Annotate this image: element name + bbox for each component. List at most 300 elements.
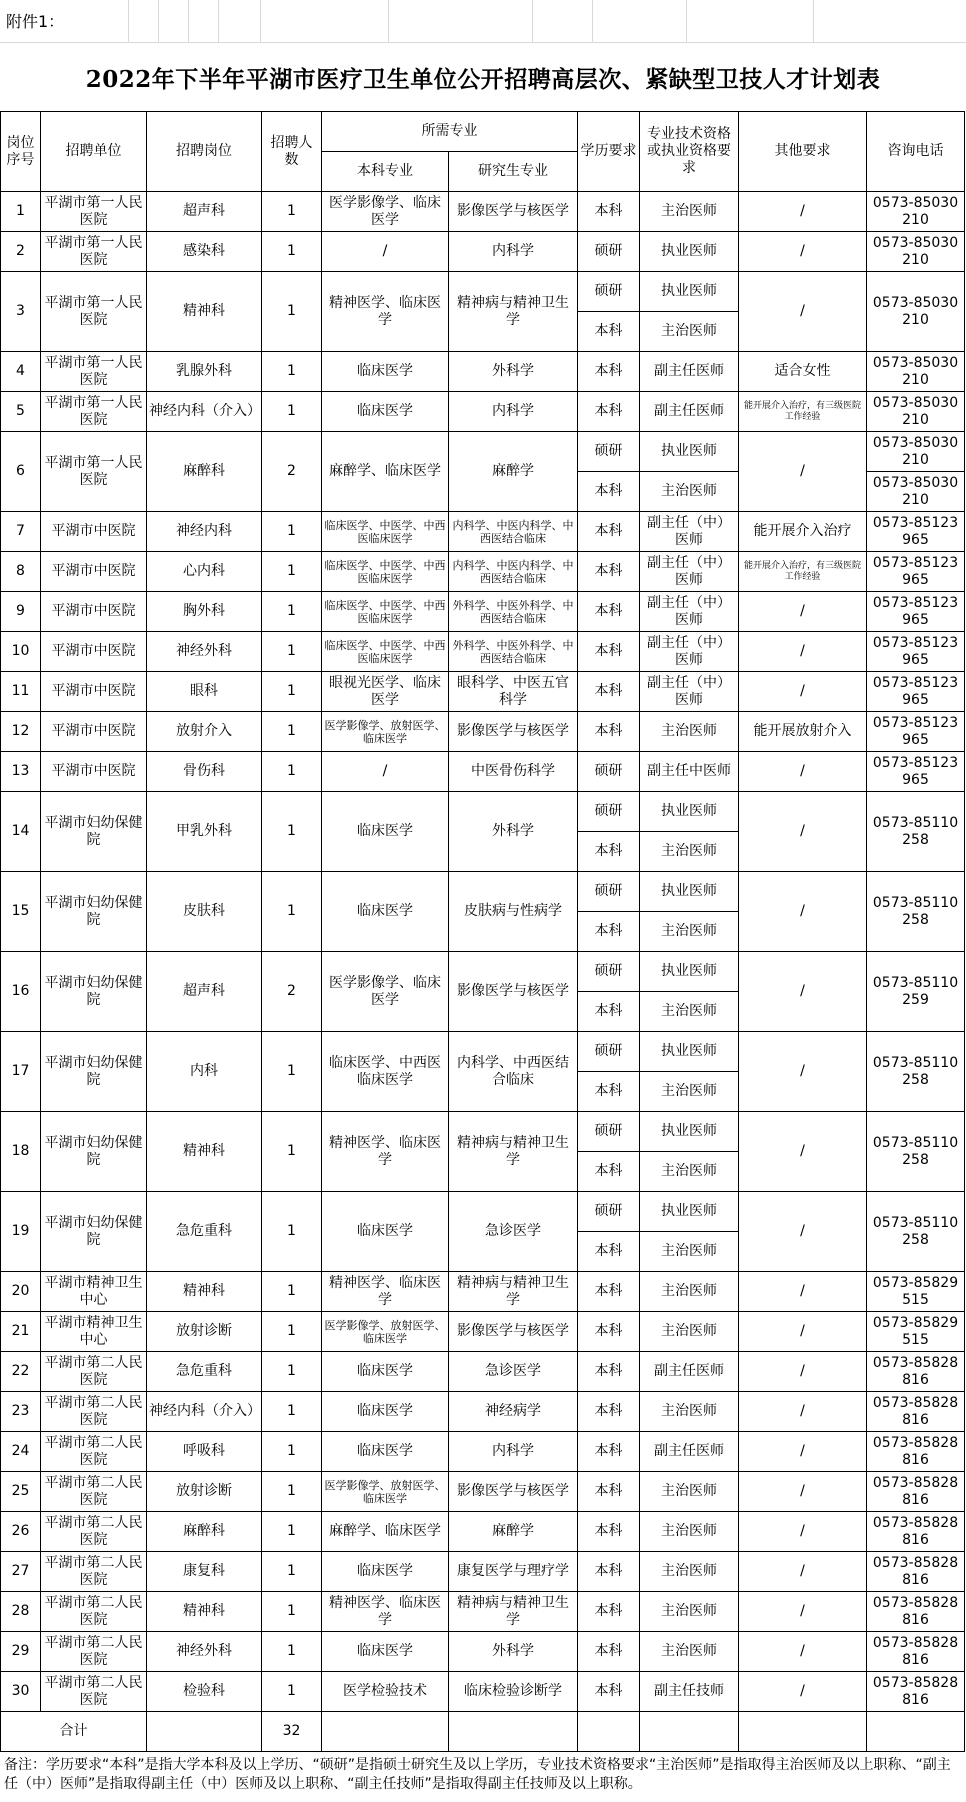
cell-grad: 麻醉学 (449, 1512, 578, 1552)
table-row (1, 672, 965, 712)
cell-other: / (739, 1552, 867, 1592)
cell-qual: 执业医师 (640, 272, 739, 312)
cell-edu: 本科 (578, 192, 640, 232)
cell-other: / (739, 1472, 867, 1512)
header-unit: 招聘单位 (41, 112, 147, 192)
total-label: 合计 (1, 1712, 147, 1752)
cell-unit: 平湖市第一人民医院 (41, 232, 147, 272)
cell-phone: 0573-85828816 (867, 1392, 965, 1432)
cell-seq: 13 (1, 752, 41, 792)
cell-edu: 本科 (578, 912, 640, 952)
cell-other: / (739, 432, 867, 512)
cell-position: 内科 (147, 1032, 262, 1112)
cell-qual: 主治医师 (640, 1592, 739, 1632)
cell-phone: 0573-85110258 (867, 792, 965, 872)
cell-seq: 21 (1, 1312, 41, 1352)
cell-count: 1 (262, 1672, 322, 1712)
cell-other: / (739, 1672, 867, 1712)
cell-other: / (739, 872, 867, 952)
cell-seq: 23 (1, 1392, 41, 1432)
cell-seq: 19 (1, 1192, 41, 1272)
cell-phone: 0573-85828816 (867, 1592, 965, 1632)
cell-phone: 0573-85030210 (867, 472, 965, 512)
cell-grad: 麻醉学 (449, 432, 578, 512)
cell-unit: 平湖市第二人民医院 (41, 1552, 147, 1592)
cell-position: 麻醉科 (147, 432, 262, 512)
cell-unit: 平湖市精神卫生中心 (41, 1312, 147, 1352)
total-empty (449, 1712, 578, 1752)
cell-qual: 副主任医师 (640, 1352, 739, 1392)
cell-edu: 本科 (578, 672, 640, 712)
cell-edu: 硕研 (578, 752, 640, 792)
cell-phone: 0573-85829515 (867, 1272, 965, 1312)
cell-count: 1 (262, 1312, 322, 1352)
cell-other: 适合女性 (739, 352, 867, 392)
cell-qual: 副主任医师 (640, 1432, 739, 1472)
grid-cell (218, 0, 260, 43)
cell-phone: 0573-85123965 (867, 592, 965, 632)
cell-qual: 主治医师 (640, 1552, 739, 1592)
cell-seq: 17 (1, 1032, 41, 1112)
cell-qual: 副主任（中）医师 (640, 592, 739, 632)
cell-position: 放射介入 (147, 712, 262, 752)
cell-seq: 14 (1, 792, 41, 872)
cell-phone: 0573-85110259 (867, 952, 965, 1032)
cell-qual: 执业医师 (640, 432, 739, 472)
cell-position: 急危重科 (147, 1192, 262, 1272)
cell-other: / (739, 632, 867, 672)
cell-qual: 副主任医师 (640, 352, 739, 392)
cell-grad: 精神病与精神卫生学 (449, 1112, 578, 1192)
cell-grad: 精神病与精神卫生学 (449, 272, 578, 352)
cell-qual: 主治医师 (640, 1312, 739, 1352)
cell-other: / (739, 592, 867, 632)
cell-qual: 主治医师 (640, 1272, 739, 1312)
cell-unit: 平湖市中医院 (41, 672, 147, 712)
table-row (1, 1032, 965, 1072)
cell-edu: 本科 (578, 1312, 640, 1352)
cell-undergrad: 医学影像学、临床医学 (322, 952, 449, 1032)
cell-undergrad: 精神医学、临床医学 (322, 1592, 449, 1632)
cell-position: 放射诊断 (147, 1472, 262, 1512)
cell-qual: 主治医师 (640, 312, 739, 352)
cell-phone: 0573-85828816 (867, 1552, 965, 1592)
cell-edu: 本科 (578, 1232, 640, 1272)
cell-phone: 0573-85123965 (867, 752, 965, 792)
cell-edu: 本科 (578, 992, 640, 1032)
cell-grad: 外科学 (449, 352, 578, 392)
page-title: 2022年下半年平湖市医疗卫生单位公开招聘高层次、紧缺型卫技人才计划表 (85, 65, 881, 93)
cell-seq: 20 (1, 1272, 41, 1312)
cell-qual: 副主任技师 (640, 1672, 739, 1712)
cell-grad: 急诊医学 (449, 1192, 578, 1272)
cell-other: / (739, 1352, 867, 1392)
table-row (1, 632, 965, 672)
cell-phone: 0573-85030210 (867, 192, 965, 232)
cell-count: 1 (262, 632, 322, 672)
cell-qual: 主治医师 (640, 1072, 739, 1112)
cell-seq: 8 (1, 552, 41, 592)
cell-count: 1 (262, 1472, 322, 1512)
cell-other: / (739, 792, 867, 872)
cell-count: 2 (262, 432, 322, 512)
cell-position: 麻醉科 (147, 1512, 262, 1552)
cell-position: 超声科 (147, 952, 262, 1032)
cell-other: / (739, 232, 867, 272)
table-row (1, 1432, 965, 1472)
cell-unit: 平湖市中医院 (41, 752, 147, 792)
cell-edu: 本科 (578, 1152, 640, 1192)
cell-position: 超声科 (147, 192, 262, 232)
table-row (1, 1352, 965, 1392)
cell-phone: 0573-85828816 (867, 1512, 965, 1552)
cell-other: 能开展介入治疗，有三级医院工作经验 (739, 552, 867, 592)
cell-grad: 精神病与精神卫生学 (449, 1272, 578, 1312)
cell-count: 1 (262, 512, 322, 552)
cell-count: 1 (262, 1552, 322, 1592)
cell-qual: 主治医师 (640, 1152, 739, 1192)
table-row (1, 192, 965, 232)
cell-grad: 神经病学 (449, 1392, 578, 1432)
cell-seq: 2 (1, 232, 41, 272)
cell-qual: 副主任（中）医师 (640, 512, 739, 552)
cell-seq: 24 (1, 1432, 41, 1472)
cell-count: 1 (262, 1432, 322, 1472)
cell-other: 能开展放射介入 (739, 712, 867, 752)
cell-count: 1 (262, 1032, 322, 1112)
cell-unit: 平湖市第一人民医院 (41, 432, 147, 512)
cell-count: 1 (262, 232, 322, 272)
cell-undergrad: 临床医学 (322, 1352, 449, 1392)
cell-count: 1 (262, 1632, 322, 1672)
cell-grad: 精神病与精神卫生学 (449, 1592, 578, 1632)
cell-edu: 本科 (578, 352, 640, 392)
cell-other: / (739, 1432, 867, 1472)
cell-edu: 硕研 (578, 1192, 640, 1232)
cell-phone: 0573-85828816 (867, 1352, 965, 1392)
cell-qual: 执业医师 (640, 872, 739, 912)
cell-unit: 平湖市第二人民医院 (41, 1672, 147, 1712)
total-row (1, 1712, 965, 1752)
cell-grad: 眼科学、中医五官科学 (449, 672, 578, 712)
cell-unit: 平湖市第一人民医院 (41, 272, 147, 352)
cell-phone: 0573-85828816 (867, 1472, 965, 1512)
cell-count: 1 (262, 192, 322, 232)
cell-qual: 主治医师 (640, 1232, 739, 1272)
cell-edu: 本科 (578, 712, 640, 752)
table-row (1, 1392, 965, 1432)
recruitment-table (0, 111, 965, 1752)
footnote: 备注：学历要求“本科”是指大学本科及以上学历、“硕研”是指硕士研究生及以上学历，专业技术资格要求“主治医师”是指取得主治医师及以上职称、“副主任（中）医师”是指取得副主任（中）医师及以上职称、“副主任技师”是指取得副主任技师及以上职称。 (4, 1757, 951, 1792)
cell-qual: 执业医师 (640, 1032, 739, 1072)
total-empty (739, 1712, 867, 1752)
table-row (1, 1672, 965, 1712)
cell-position: 检验科 (147, 1672, 262, 1712)
table-row (1, 352, 965, 392)
cell-unit: 平湖市妇幼保健院 (41, 1112, 147, 1192)
grid-cell (128, 0, 158, 43)
cell-count: 1 (262, 592, 322, 632)
cell-count: 2 (262, 952, 322, 1032)
cell-qual: 主治医师 (640, 912, 739, 952)
cell-undergrad: 麻醉学、临床医学 (322, 1512, 449, 1552)
cell-phone: 0573-85110258 (867, 1192, 965, 1272)
cell-unit: 平湖市妇幼保健院 (41, 1032, 147, 1112)
cell-other: / (739, 1112, 867, 1192)
cell-seq: 4 (1, 352, 41, 392)
grid-cell (188, 0, 218, 43)
cell-unit: 平湖市第二人民医院 (41, 1352, 147, 1392)
table-row (1, 392, 965, 432)
cell-other: / (739, 1032, 867, 1112)
total-empty (640, 1712, 739, 1752)
cell-other: / (739, 192, 867, 232)
cell-seq: 15 (1, 872, 41, 952)
cell-seq: 3 (1, 272, 41, 352)
cell-other: / (739, 1192, 867, 1272)
grid-cell (532, 0, 592, 43)
table-row (1, 1592, 965, 1632)
cell-edu: 本科 (578, 1512, 640, 1552)
cell-position: 神经内科（介入） (147, 392, 262, 432)
cell-seq: 7 (1, 512, 41, 552)
cell-phone: 0573-85123965 (867, 552, 965, 592)
table-row (1, 1312, 965, 1352)
cell-position: 呼吸科 (147, 1432, 262, 1472)
cell-undergrad: 临床医学 (322, 1632, 449, 1672)
cell-phone: 0573-85123965 (867, 672, 965, 712)
cell-qual: 主治医师 (640, 1632, 739, 1672)
cell-edu: 硕研 (578, 792, 640, 832)
cell-edu: 本科 (578, 312, 640, 352)
cell-unit: 平湖市中医院 (41, 552, 147, 592)
table-row (1, 1472, 965, 1512)
cell-grad: 内科学 (449, 392, 578, 432)
cell-position: 神经外科 (147, 632, 262, 672)
cell-other: / (739, 1512, 867, 1552)
grid-cell (592, 0, 686, 43)
cell-position: 放射诊断 (147, 1312, 262, 1352)
grid-cell (260, 0, 388, 43)
cell-qual: 执业医师 (640, 232, 739, 272)
cell-edu: 本科 (578, 1352, 640, 1392)
cell-unit: 平湖市中医院 (41, 512, 147, 552)
header-seq: 岗位序号 (1, 112, 41, 192)
cell-position: 神经外科 (147, 1632, 262, 1672)
cell-undergrad: 临床医学 (322, 392, 449, 432)
cell-count: 1 (262, 1592, 322, 1632)
cell-edu: 本科 (578, 832, 640, 872)
cell-edu: 本科 (578, 1432, 640, 1472)
cell-qual: 主治医师 (640, 1392, 739, 1432)
cell-other: 能开展介入治疗，有三级医院工作经验 (739, 392, 867, 432)
cell-count: 1 (262, 672, 322, 712)
table-row (1, 712, 965, 752)
cell-unit: 平湖市第二人民医院 (41, 1392, 147, 1432)
cell-edu: 本科 (578, 1632, 640, 1672)
table-row (1, 952, 965, 992)
cell-unit: 平湖市中医院 (41, 712, 147, 752)
header-edu: 学历要求 (578, 112, 640, 192)
table-row (1, 272, 965, 312)
cell-unit: 平湖市第二人民医院 (41, 1472, 147, 1512)
cell-grad: 皮肤病与性病学 (449, 872, 578, 952)
cell-qual: 主治医师 (640, 1472, 739, 1512)
cell-unit: 平湖市第二人民医院 (41, 1432, 147, 1472)
cell-grad: 中医骨伤科学 (449, 752, 578, 792)
cell-edu: 本科 (578, 1392, 640, 1432)
cell-other: / (739, 952, 867, 1032)
cell-grad: 内科学 (449, 1432, 578, 1472)
cell-count: 1 (262, 1512, 322, 1552)
cell-undergrad: 医学影像学、放射医学、临床医学 (322, 1312, 449, 1352)
cell-position: 急危重科 (147, 1352, 262, 1392)
cell-unit: 平湖市妇幼保健院 (41, 792, 147, 872)
cell-position: 康复科 (147, 1552, 262, 1592)
cell-edu: 硕研 (578, 272, 640, 312)
cell-grad: 康复医学与理疗学 (449, 1552, 578, 1592)
cell-position: 精神科 (147, 272, 262, 352)
cell-grad: 影像医学与核医学 (449, 1472, 578, 1512)
cell-unit: 平湖市妇幼保健院 (41, 1192, 147, 1272)
cell-grad: 临床检验诊断学 (449, 1672, 578, 1712)
cell-position: 神经内科 (147, 512, 262, 552)
cell-edu: 本科 (578, 632, 640, 672)
cell-seq: 18 (1, 1112, 41, 1192)
grid-cell (388, 0, 532, 43)
cell-seq: 6 (1, 432, 41, 512)
header-undergrad: 本科专业 (322, 152, 449, 192)
cell-undergrad: 医学影像学、放射医学、临床医学 (322, 712, 449, 752)
cell-phone: 0573-85030210 (867, 232, 965, 272)
cell-phone: 0573-85123965 (867, 512, 965, 552)
cell-undergrad: 临床医学、中医学、中西医临床医学 (322, 512, 449, 552)
table-row (1, 1632, 965, 1672)
cell-edu: 本科 (578, 592, 640, 632)
cell-qual: 副主任（中）医师 (640, 552, 739, 592)
cell-count: 1 (262, 1392, 322, 1432)
cell-count: 1 (262, 392, 322, 432)
cell-qual: 执业医师 (640, 1192, 739, 1232)
cell-phone: 0573-85030210 (867, 352, 965, 392)
cell-grad: 外科学 (449, 792, 578, 872)
cell-undergrad: 临床医学 (322, 872, 449, 952)
cell-edu: 本科 (578, 552, 640, 592)
cell-seq: 27 (1, 1552, 41, 1592)
table-row (1, 1112, 965, 1152)
cell-other: / (739, 1632, 867, 1672)
cell-edu: 本科 (578, 1552, 640, 1592)
cell-count: 1 (262, 1352, 322, 1392)
cell-edu: 硕研 (578, 1112, 640, 1152)
cell-qual: 主治医师 (640, 1512, 739, 1552)
cell-count: 1 (262, 712, 322, 752)
cell-unit: 平湖市中医院 (41, 592, 147, 632)
cell-edu: 本科 (578, 1472, 640, 1512)
cell-qual: 执业医师 (640, 1112, 739, 1152)
cell-edu: 本科 (578, 1272, 640, 1312)
cell-grad: 外科学、中医外科学、中西医结合临床 (449, 632, 578, 672)
cell-undergrad: 医学检验技术 (322, 1672, 449, 1712)
cell-phone: 0573-85110258 (867, 872, 965, 952)
cell-other: / (739, 272, 867, 352)
cell-qual: 主治医师 (640, 832, 739, 872)
cell-seq: 1 (1, 192, 41, 232)
cell-qual: 主治医师 (640, 712, 739, 752)
table-row (1, 592, 965, 632)
cell-qual: 副主任（中）医师 (640, 672, 739, 712)
cell-edu: 硕研 (578, 232, 640, 272)
header-qual: 专业技术资格或执业资格要求 (640, 112, 739, 192)
cell-seq: 22 (1, 1352, 41, 1392)
header-other: 其他要求 (739, 112, 867, 192)
cell-seq: 26 (1, 1512, 41, 1552)
cell-undergrad: / (322, 752, 449, 792)
cell-count: 1 (262, 552, 322, 592)
cell-phone: 0573-85110258 (867, 1112, 965, 1192)
cell-qual: 执业医师 (640, 952, 739, 992)
cell-undergrad: 临床医学 (322, 1192, 449, 1272)
header-phone: 咨询电话 (867, 112, 965, 192)
cell-grad: 内科学、中医内科学、中西医结合临床 (449, 552, 578, 592)
table-row (1, 432, 965, 472)
cell-seq: 29 (1, 1632, 41, 1672)
cell-undergrad: 麻醉学、临床医学 (322, 432, 449, 512)
grid-cell (686, 0, 813, 43)
cell-undergrad: 临床医学、中医学、中西医临床医学 (322, 592, 449, 632)
cell-undergrad: 医学影像学、放射医学、临床医学 (322, 1472, 449, 1512)
cell-other: / (739, 672, 867, 712)
cell-phone: 0573-85030210 (867, 272, 965, 352)
cell-qual: 主治医师 (640, 472, 739, 512)
table-row (1, 1192, 965, 1232)
cell-position: 精神科 (147, 1112, 262, 1192)
cell-edu: 本科 (578, 392, 640, 432)
grid-cell (813, 0, 966, 43)
cell-grad: 影像医学与核医学 (449, 952, 578, 1032)
cell-undergrad: 临床医学、中西医临床医学 (322, 1032, 449, 1112)
table-row (1, 232, 965, 272)
total-empty (867, 1712, 965, 1752)
cell-undergrad: 临床医学 (322, 792, 449, 872)
cell-edu: 本科 (578, 1072, 640, 1112)
cell-unit: 平湖市中医院 (41, 632, 147, 672)
header-count: 招聘人数 (262, 112, 322, 192)
cell-seq: 9 (1, 592, 41, 632)
cell-unit: 平湖市妇幼保健院 (41, 952, 147, 1032)
cell-phone: 0573-85030210 (867, 392, 965, 432)
cell-unit: 平湖市第二人民医院 (41, 1592, 147, 1632)
cell-position: 神经内科（介入） (147, 1392, 262, 1432)
header-grad: 研究生专业 (449, 152, 578, 192)
cell-unit: 平湖市妇幼保健院 (41, 872, 147, 952)
cell-phone: 0573-85829515 (867, 1312, 965, 1352)
cell-position: 感染科 (147, 232, 262, 272)
cell-undergrad: 临床医学 (322, 1432, 449, 1472)
cell-unit: 平湖市第二人民医院 (41, 1632, 147, 1672)
cell-count: 1 (262, 352, 322, 392)
cell-count: 1 (262, 872, 322, 952)
cell-position: 乳腺外科 (147, 352, 262, 392)
table-body (1, 112, 965, 1752)
cell-undergrad: 医学影像学、临床医学 (322, 192, 449, 232)
header-position: 招聘岗位 (147, 112, 262, 192)
cell-seq: 16 (1, 952, 41, 1032)
cell-count: 1 (262, 792, 322, 872)
cell-undergrad: 精神医学、临床医学 (322, 1272, 449, 1312)
cell-undergrad: 临床医学 (322, 1392, 449, 1432)
cell-undergrad: 临床医学、中医学、中西医临床医学 (322, 632, 449, 672)
